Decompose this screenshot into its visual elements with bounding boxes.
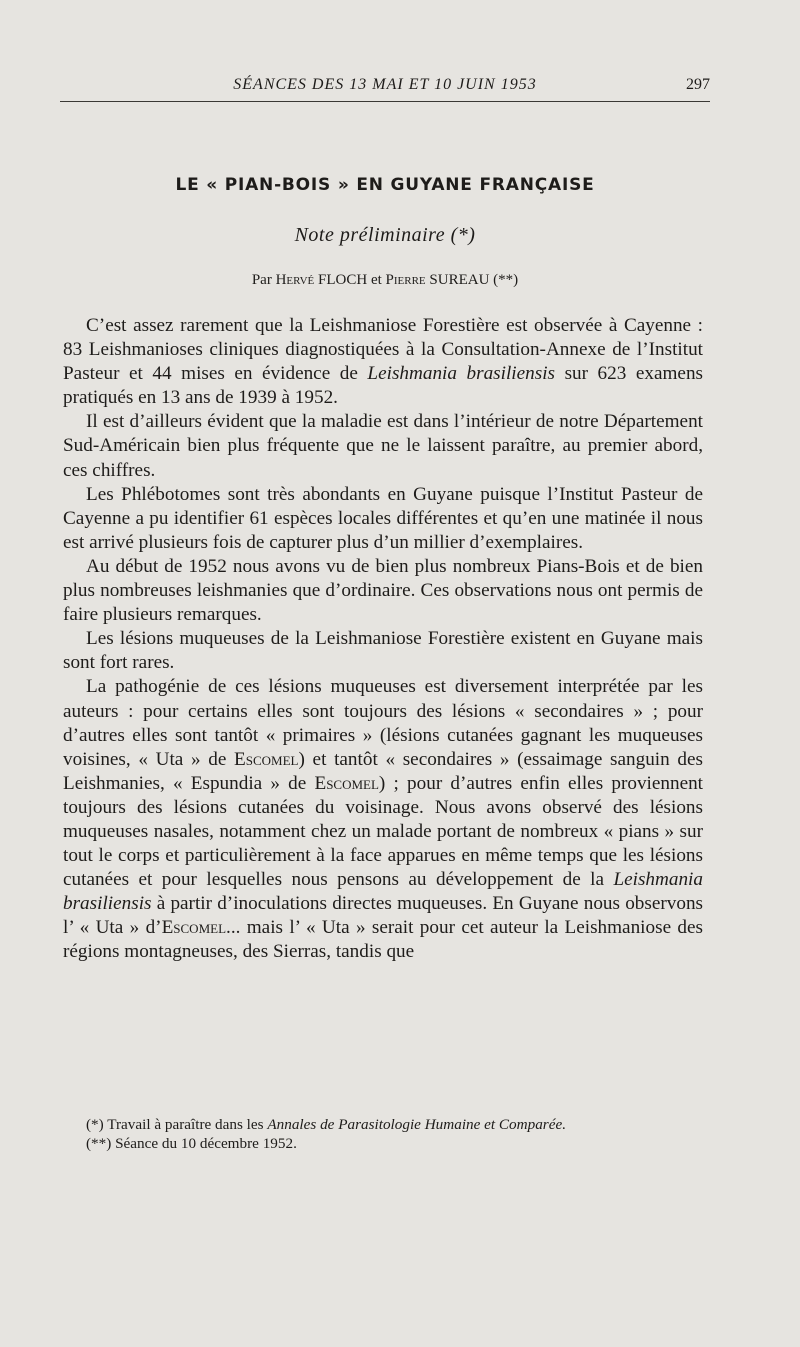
authors-footnote-mark: (**) bbox=[493, 272, 519, 288]
paragraph-6-text-c: ) ; pour d’autres enfin elles proviennent toujours des lésions cutanées du voisinage. Nous avons observé des lésions muqueuses nasales, notamment chez un malade portant de nombreux « pians » sur tout le corps et particulièrement à la face apparues en même temps que les lésions cutanées et pour lesquelles nous pensons au développement de la bbox=[63, 772, 704, 891]
author-escomel-2: Escomel bbox=[314, 772, 379, 794]
running-head bbox=[60, 76, 710, 98]
author-line bbox=[60, 272, 710, 289]
paragraph-2: Il est d’ailleurs évident que la maladie est dans l’intérieur de notre Département Sud-Américain bien plus fréquente que ne le laissent paraître, au premier abord, ces chiffres. bbox=[63, 411, 703, 481]
paragraph-6-text-a: La pathogénie de ces lésions muqueuses est diversement interprétée par les auteurs : pour certains elles sont toujours des lésions « secondaires » ; pour d’autres elles sont tantôt « primaires » (lésions cutanées gagnant les muqueuses voisines, « Uta » de bbox=[63, 676, 703, 770]
paragraph-5: Les lésions muqueuses de la Leishmaniose Forestière existent en Guyane mais sont fort rares. bbox=[63, 628, 703, 674]
header-rule bbox=[60, 101, 710, 102]
paragraph-6-text-e: ... mais l’ « Uta » serait pour cet auteur la Leishmaniose des régions montagneuses, des Sierras, tandis que bbox=[63, 917, 704, 963]
paragraph-6 bbox=[63, 675, 703, 964]
paragraph-1-text-b: sur 623 examens pratiqués en 13 ans de 1939 à 1952. bbox=[63, 363, 704, 409]
paragraph-4: Au début de 1952 nous avons vu de bien plus nombreux Pians-Bois et de bien plus nombreuses leishmanies que d’ordinaire. Ces observations nous ont permis de faire plusieurs remarques. bbox=[63, 555, 703, 626]
authors-prefix: Par bbox=[251, 272, 272, 288]
species-name: Leishmania brasiliensis bbox=[367, 363, 556, 385]
article-subtitle: Note préliminaire (*) bbox=[294, 224, 476, 246]
footnote-1-text: (*) Travail à paraître dans les bbox=[86, 1116, 264, 1133]
species-name-2: Leishmania brasiliensis bbox=[63, 869, 703, 915]
author2-first-name: Pierre bbox=[385, 272, 426, 288]
footnote-2: (**) Séance du 10 décembre 1952. bbox=[86, 1135, 297, 1152]
author-escomel-3: Escomel bbox=[161, 917, 227, 939]
article-title: LE « PIAN-BOIS » EN GUYANE FRANÇAISE bbox=[175, 175, 595, 195]
author2-last-name: SUREAU bbox=[429, 272, 490, 288]
journal-title: Annales de Parasitologie Humaine et Comparée. bbox=[267, 1116, 566, 1133]
running-title: SÉANCES DES 13 MAI ET 10 JUIN 1953 bbox=[233, 76, 537, 93]
page-number: 297 bbox=[686, 76, 710, 93]
footnote-1 bbox=[63, 1115, 703, 1134]
author1-last-name: FLOCH bbox=[318, 272, 368, 288]
paragraph-6-text-b: ) et tantôt « secondaires » (essaimage sanguin des Leishmanies, « Espundia » de bbox=[63, 748, 703, 794]
paragraph-3: Les Phlébotomes sont très abondants en Guyane puisque l’Institut Pasteur de Cayenne a pu identifier 61 espèces locales différentes et qu’en une matinée il nous est arrivé plusieurs fois de capturer plus d’un millier d’exemplaires. bbox=[63, 483, 703, 553]
author-escomel-1: Escomel bbox=[234, 748, 299, 770]
paragraph-1-text-a: C’est assez rarement que la Leishmaniose Forestière est observée à Cayenne : 83 Leishmanioses cliniques diagnostiquées à la Consultation-Annexe de l’Institut Pasteur et 44 mises en évidence de bbox=[63, 315, 703, 385]
article-body bbox=[63, 314, 703, 965]
paragraph-1 bbox=[63, 314, 703, 410]
authors-join: et bbox=[370, 272, 382, 288]
paragraph-6-text-d: à partir d’inoculations directes muqueuses. En Guyane nous observons l’ « Uta » d’ bbox=[63, 893, 704, 939]
author1-first-name: Hervé bbox=[275, 272, 315, 288]
footnotes bbox=[63, 1115, 703, 1153]
